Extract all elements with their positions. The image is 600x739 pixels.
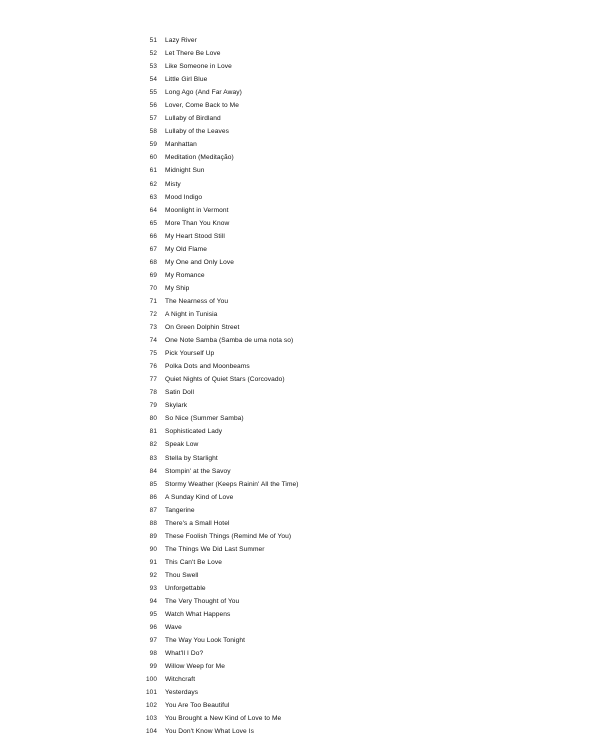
toc-entry-number: 85	[149, 480, 157, 488]
toc-entry-title: Tangerine	[165, 506, 195, 514]
toc-entry-number: 93	[149, 584, 157, 592]
toc-entry-title: The Way You Look Tonight	[165, 637, 245, 645]
toc-entry[interactable]	[135, 725, 465, 738]
toc-entry[interactable]	[135, 204, 465, 217]
toc-entry[interactable]	[135, 712, 465, 725]
toc-entry-number: 65	[149, 219, 157, 227]
toc-entry-number: 56	[149, 102, 157, 110]
toc-entry-number: 103	[145, 715, 157, 723]
toc-entry-title: Willow Weep for Me	[165, 663, 225, 671]
toc-entry-title: Little Girl Blue	[165, 76, 208, 84]
toc-entry-number: 57	[149, 115, 157, 123]
toc-entry-number: 64	[149, 206, 157, 214]
toc-entry[interactable]	[135, 595, 465, 608]
toc-entry[interactable]	[135, 308, 465, 321]
toc-entry-title: A Night in Tunisia	[165, 310, 218, 318]
toc-entry-number: 102	[145, 702, 157, 710]
toc-entry[interactable]	[135, 282, 465, 295]
toc-entry[interactable]	[135, 634, 465, 647]
toc-entry-title: Lazy River	[165, 37, 197, 44]
toc-entry-number: 51	[149, 37, 157, 44]
toc-entry-number: 81	[149, 428, 157, 436]
toc-entry-title: Manhattan	[165, 141, 197, 149]
toc-entry-number: 54	[149, 76, 157, 84]
toc-entry-title: My Old Flame	[165, 245, 207, 253]
toc-entry-title: This Can't Be Love	[165, 558, 222, 566]
toc-entry-number: 84	[149, 467, 157, 475]
toc-entry-title: My Romance	[165, 271, 205, 279]
toc-entry-number: 73	[149, 324, 157, 332]
toc-entry-number: 62	[149, 180, 157, 188]
toc-entry[interactable]	[135, 243, 465, 256]
toc-entry-title: My Heart Stood Still	[165, 232, 225, 240]
toc-entry-number: 89	[149, 532, 157, 540]
toc-entry-number: 77	[149, 376, 157, 384]
toc-entry[interactable]	[135, 256, 465, 269]
toc-entry-number: 75	[149, 350, 157, 358]
toc-entry-number: 76	[149, 363, 157, 371]
toc-entry-title: You Are Too Beautiful	[165, 702, 230, 710]
toc-entry-title: My One and Only Love	[165, 258, 235, 266]
toc-entry-number: 67	[149, 245, 157, 253]
toc-entry[interactable]	[135, 295, 465, 308]
toc-entry-title: Stormy Weather (Keeps Rainin' All the Time)	[165, 480, 299, 488]
toc-entry-title: Lover, Come Back to Me	[165, 102, 239, 110]
toc-entry[interactable]	[135, 530, 465, 543]
toc-entry-title: Stompin' at the Savoy	[165, 467, 231, 475]
toc-entry-number: 98	[149, 650, 157, 658]
toc-entry-number: 63	[149, 193, 157, 201]
toc-entry[interactable]	[135, 412, 465, 425]
toc-entry[interactable]	[135, 269, 465, 282]
toc-entry[interactable]	[135, 321, 465, 334]
toc-entry[interactable]	[135, 60, 465, 73]
toc-entry-number: 74	[149, 337, 157, 345]
toc-entry-title: You Don't Know What Love Is	[165, 728, 254, 736]
toc-entry-number: 87	[149, 506, 157, 514]
toc-entry-number: 92	[149, 571, 157, 579]
toc-entry-title: Like Someone in Love	[165, 63, 232, 71]
toc-entry-number: 66	[149, 232, 157, 240]
toc-entry[interactable]	[135, 438, 465, 451]
toc-entry-title: These Foolish Things (Remind Me of You)	[165, 532, 292, 540]
toc-entry[interactable]	[135, 517, 465, 530]
toc-entry-number: 83	[149, 454, 157, 462]
toc-entry-number: 70	[149, 284, 157, 292]
toc-entry-number: 94	[149, 598, 157, 606]
toc-entry-title: Moonlight in Vermont	[165, 206, 229, 214]
toc-entry[interactable]	[135, 673, 465, 686]
toc-entry-title: You Brought a New Kind of Love to Me	[165, 715, 282, 723]
toc-entry-title: On Green Dolphin Street	[165, 324, 240, 332]
toc-entry-title: More Than You Know	[165, 219, 230, 227]
toc-entry-number: 72	[149, 310, 157, 318]
toc-entry-number: 68	[149, 258, 157, 266]
toc-entry-title: Let There Be Love	[165, 50, 221, 58]
toc-entry[interactable]	[135, 569, 465, 582]
toc-entry[interactable]	[135, 699, 465, 712]
toc-entry[interactable]	[135, 556, 465, 569]
toc-entry[interactable]	[135, 138, 465, 151]
toc-entry[interactable]	[135, 608, 465, 621]
toc-entry-title: The Very Thought of You	[165, 598, 240, 606]
toc-entry-number: 91	[149, 558, 157, 566]
toc-entry-number: 61	[149, 167, 157, 175]
toc-entry-title: Long Ago (And Far Away)	[165, 89, 242, 97]
toc-entry-number: 53	[149, 63, 157, 71]
toc-entry[interactable]	[135, 191, 465, 204]
toc-entry-number: 82	[149, 441, 157, 449]
toc-entry[interactable]	[135, 543, 465, 556]
toc-entry-title: One Note Samba (Samba de uma nota so)	[165, 337, 294, 345]
toc-entry[interactable]	[135, 112, 465, 125]
toc-entry[interactable]	[135, 347, 465, 360]
toc-entry-title: Satin Doll	[165, 389, 195, 397]
toc-entry[interactable]	[135, 425, 465, 438]
toc-entry-number: 60	[149, 154, 157, 162]
toc-entry-title: A Sunday Kind of Love	[165, 493, 234, 501]
toc-entry-number: 90	[149, 545, 157, 553]
toc-entry-title: Speak Low	[165, 441, 199, 449]
toc-entry[interactable]	[135, 491, 465, 504]
toc-entry-number: 78	[149, 389, 157, 397]
toc-entry-number: 59	[149, 141, 157, 149]
toc-entry-title: So Nice (Summer Samba)	[165, 415, 244, 423]
toc-entry[interactable]	[135, 151, 465, 164]
toc-entry-number: 52	[149, 50, 157, 58]
toc-entry-title: Thou Swell	[165, 571, 199, 579]
toc-entry[interactable]	[135, 647, 465, 660]
toc-entry[interactable]	[135, 582, 465, 595]
toc-entry[interactable]	[135, 452, 465, 465]
table-of-contents-list	[135, 34, 465, 739]
toc-entry[interactable]	[135, 99, 465, 112]
toc-entry[interactable]	[135, 373, 465, 386]
toc-entry[interactable]	[135, 164, 465, 177]
toc-entry-number: 97	[149, 637, 157, 645]
toc-entry-number: 96	[149, 624, 157, 632]
toc-entry-title: The Nearness of You	[165, 297, 229, 305]
toc-entry[interactable]	[135, 399, 465, 412]
toc-entry-number: 86	[149, 493, 157, 501]
toc-entry-title: My Ship	[165, 284, 190, 292]
toc-entry-number: 88	[149, 519, 157, 527]
toc-entry-title: Skylark	[165, 402, 188, 410]
toc-entry[interactable]	[135, 686, 465, 699]
toc-entry[interactable]	[135, 621, 465, 634]
toc-entry-title: There's a Small Hotel	[165, 519, 230, 527]
toc-entry-title: Witchcraft	[165, 676, 196, 684]
toc-entry[interactable]	[135, 360, 465, 373]
toc-entry-title: Misty	[165, 180, 181, 188]
toc-entry-title: Mood Indigo	[165, 193, 203, 201]
toc-entry-title: Unforgettable	[165, 584, 206, 592]
toc-entry-title: Stella by Starlight	[165, 454, 218, 462]
toc-entry[interactable]	[135, 386, 465, 399]
toc-entry[interactable]	[135, 47, 465, 60]
toc-entry[interactable]	[135, 230, 465, 243]
toc-entry-number: 100	[145, 676, 157, 684]
toc-entry[interactable]	[135, 73, 465, 86]
toc-entry-number: 80	[149, 415, 157, 423]
toc-entry-title: Watch What Happens	[165, 611, 231, 619]
toc-entry-number: 58	[149, 128, 157, 136]
toc-entry-title: Polka Dots and Moonbeams	[165, 363, 250, 371]
toc-entry[interactable]	[135, 217, 465, 230]
toc-entry-number: 79	[149, 402, 157, 410]
toc-entry[interactable]	[135, 125, 465, 138]
toc-entry-number: 95	[149, 611, 157, 619]
toc-entry-number: 99	[149, 663, 157, 671]
toc-entry[interactable]	[135, 86, 465, 99]
toc-entry-number: 55	[149, 89, 157, 97]
toc-entry[interactable]	[135, 334, 465, 347]
toc-entry-title: Quiet Nights of Quiet Stars (Corcovado)	[165, 376, 285, 384]
toc-entry[interactable]	[135, 178, 465, 191]
toc-entry-title: Meditation (Meditação)	[165, 154, 234, 162]
toc-entry[interactable]	[135, 465, 465, 478]
toc-entry-number: 104	[145, 728, 157, 736]
toc-entry-title: Lullaby of Birdland	[165, 115, 221, 123]
toc-entry[interactable]	[135, 504, 465, 517]
toc-entry-title: Sophisticated Lady	[165, 428, 223, 436]
toc-entry[interactable]	[135, 34, 465, 47]
toc-entry-number: 71	[149, 297, 157, 305]
toc-entry-title: Lullaby of the Leaves	[165, 128, 229, 136]
toc-entry-title: Yesterdays	[165, 689, 199, 697]
toc-entry[interactable]	[135, 478, 465, 491]
toc-entry[interactable]	[135, 660, 465, 673]
toc-entry-title: Pick Yourself Up	[165, 350, 215, 358]
toc-entry-title: Wave	[165, 624, 182, 632]
toc-entry-number: 69	[149, 271, 157, 279]
toc-entry-title: The Things We Did Last Summer	[165, 545, 265, 553]
toc-entry-title: Midnight Sun	[165, 167, 205, 175]
toc-entry-title: What'll I Do?	[165, 650, 204, 658]
toc-entry-number: 101	[145, 689, 157, 697]
